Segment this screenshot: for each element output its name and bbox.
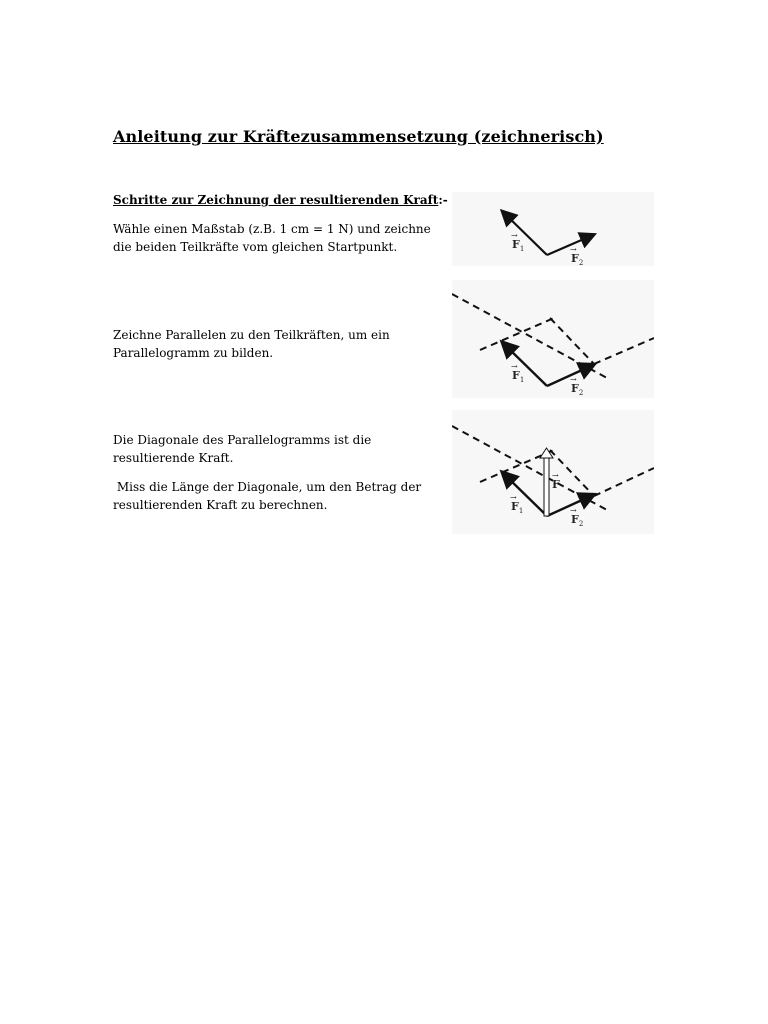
figure-components-svg <box>452 192 654 266</box>
step-1-text: Wähle einen Maßstab (z.B. 1 cm = 1 N) und zeichne die beiden Teilkräfte vom gleichen Startpunkt. <box>113 222 431 254</box>
section-heading-text: Schritte zur Zeichnung der resultierenden Kraft <box>113 193 439 207</box>
force-f1-arrow <box>503 212 547 255</box>
f1-arrow-mark: → <box>511 231 518 240</box>
figure-components <box>452 192 654 266</box>
f1-label: $F_1$ <box>512 369 525 384</box>
resultant-label: F <box>552 478 560 491</box>
figure-parallelogram-svg <box>452 280 654 398</box>
page-title: Anleitung zur Kräftezusammensetzung (zeichnerisch) <box>113 127 604 146</box>
f2-label: $F_2$ <box>571 382 584 397</box>
figure-resultant-svg <box>452 410 654 534</box>
parallel-line-f1-through-f2tip <box>452 294 607 378</box>
f2-arrow-mark: → <box>570 506 577 515</box>
resultant-arrow-head <box>540 448 553 458</box>
step-4-text: Miss die Länge der Diagonale, um den Betrag der resultierenden Kraft zu berechnen. <box>113 480 425 512</box>
figure-parallelogram <box>452 280 654 398</box>
f1-arrow-mark: → <box>510 493 517 502</box>
f1-label: $F_1$ <box>512 238 525 253</box>
f1-arrow-mark: → <box>511 362 518 371</box>
f2-label: $F_2$ <box>571 252 584 266</box>
figure-resultant <box>452 410 654 534</box>
section-heading-suffix: :- <box>438 193 448 207</box>
section-heading <box>113 193 448 207</box>
f2-arrow-mark: → <box>570 245 577 254</box>
f2-arrow-mark: → <box>570 375 577 384</box>
step-3-text: Die Diagonale des Parallelogramms ist die resultierende Kraft. <box>113 433 372 465</box>
f2-label: $F_2$ <box>571 513 584 528</box>
resultant-arrow-shaft <box>544 458 549 516</box>
f1-label: $F_1$ <box>511 500 524 515</box>
parallel-line-f2-through-f1tip-left <box>480 318 554 350</box>
resultant-arrow-mark: → <box>552 471 559 480</box>
force-f1-arrow <box>503 343 547 386</box>
parallel-line-extension <box>594 468 654 496</box>
parallel-line-extension <box>594 338 654 364</box>
step-2-text: Zeichne Parallelen zu den Teilkräften, um ein Parallelogramm zu bilden. <box>113 328 390 360</box>
parallel-line-right-side <box>550 318 594 364</box>
